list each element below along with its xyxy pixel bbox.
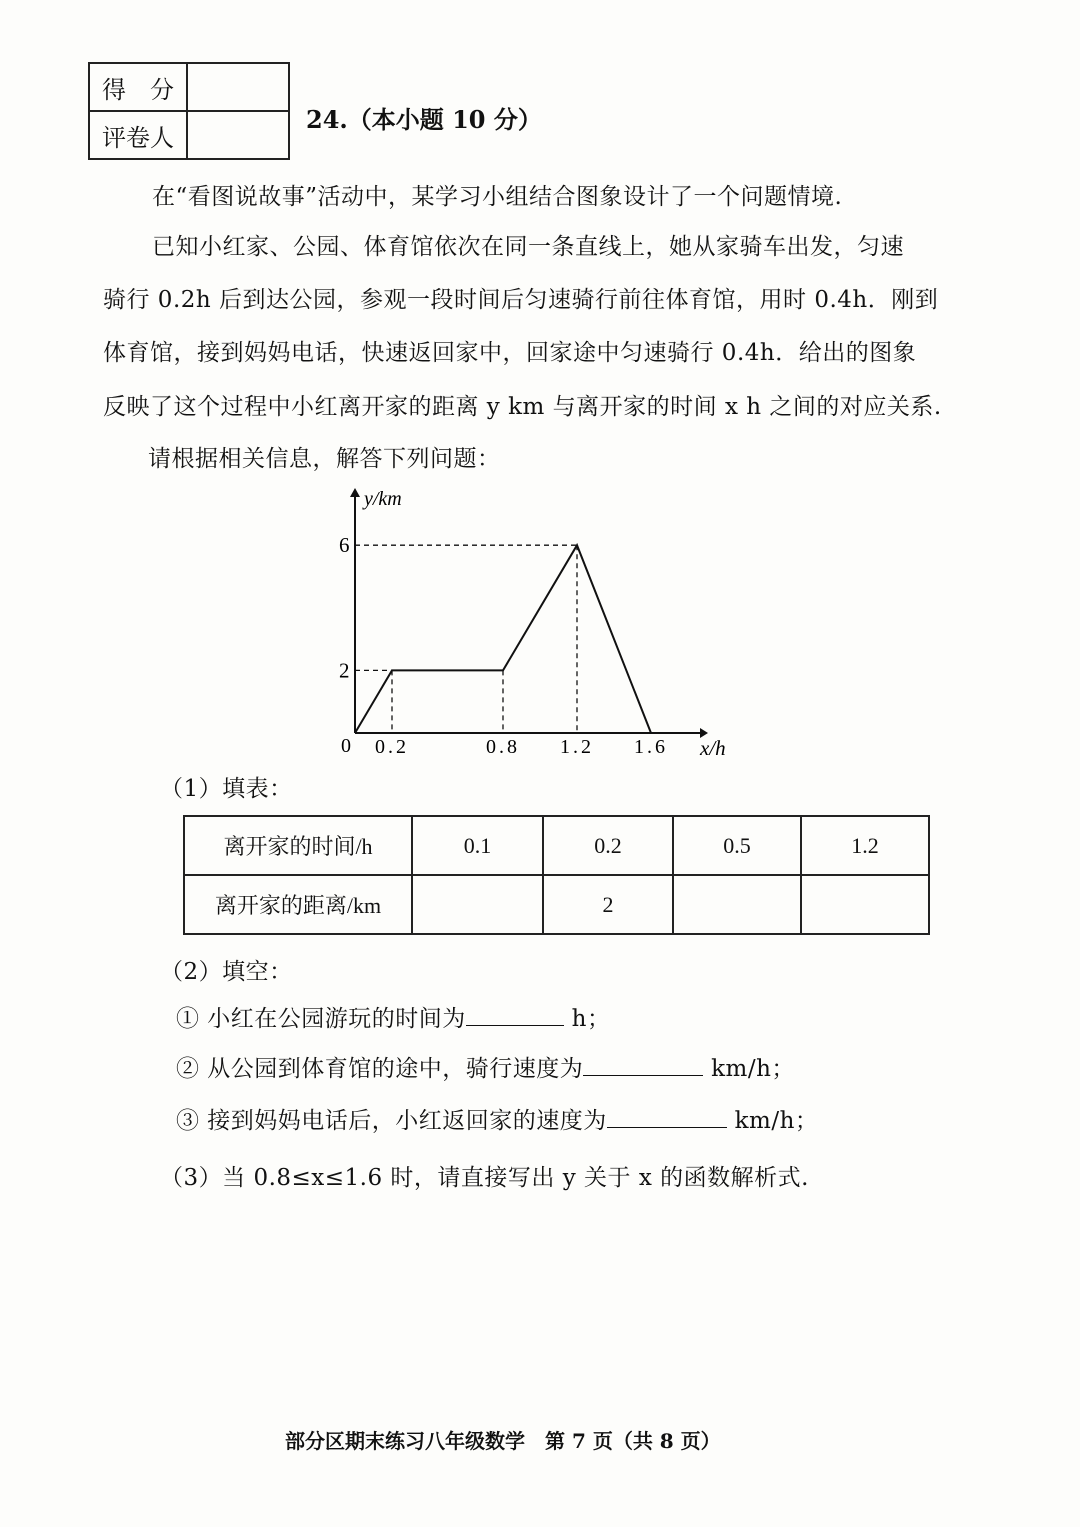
x-axis-label: x/h <box>700 736 726 760</box>
item-unit: h； <box>571 1006 611 1032</box>
part2-item <box>176 1050 795 1083</box>
page-footer: 部分区期末练习八年级数学 第 7 页（共 8 页） <box>285 1429 721 1453</box>
score-label: 得 分 <box>89 63 187 111</box>
data-line <box>355 545 651 733</box>
fill-table <box>183 815 930 935</box>
table-header-cell: 离开家的距离/km <box>184 875 412 934</box>
item-unit: km/h； <box>734 1108 819 1134</box>
y-tick-label: 2 <box>339 658 350 683</box>
answer-cell <box>801 875 929 934</box>
table-cell: 0.2 <box>543 816 673 875</box>
table-cell: 0.1 <box>412 816 543 875</box>
answer-blank <box>607 1105 727 1128</box>
y-axis-arrow-icon <box>350 488 360 497</box>
part2-item <box>176 1000 610 1033</box>
table-cell: 2 <box>543 875 673 934</box>
question-line: 体育馆，接到妈妈电话，快速返回家中，回家途中匀速骑行 0.4h．给出的图象 <box>103 340 917 366</box>
x-tick-label: 1.2 <box>560 736 594 758</box>
item-text: ① 小红在公园游玩的时间为 <box>176 1006 466 1032</box>
item-text: ③ 接到妈妈电话后，小红返回家的速度为 <box>176 1108 607 1134</box>
x-tick-label: 0.8 <box>486 736 520 758</box>
table-cell: 1.2 <box>801 816 929 875</box>
item-text: ② 从公园到体育馆的途中，骑行速度为 <box>176 1056 584 1082</box>
table-row <box>184 875 929 934</box>
question-intro: 在“看图说故事”活动中，某学习小组结合图象设计了一个问题情境. <box>152 184 843 210</box>
origin-label: 0 <box>341 735 351 757</box>
table-cell: 0.5 <box>673 816 801 875</box>
table-row <box>184 816 929 875</box>
table-header-cell: 离开家的时间/h <box>184 816 412 875</box>
question-line: 反映了这个过程中小红离开家的距离 y km 与离开家的时间 x h 之间的对应关系. <box>103 394 942 420</box>
question-title: 24.（本小题 10 分） <box>306 105 542 134</box>
answer-cell <box>412 875 543 934</box>
answer-cell <box>673 875 801 934</box>
question-line: 骑行 0.2h 后到达公园，参观一段时间后匀速骑行前往体育馆，用时 0.4h．刚到 <box>103 287 939 313</box>
y-axis-label: y/km <box>364 488 402 510</box>
question-prompt: 请根据相关信息，解答下列问题： <box>148 446 501 472</box>
x-tick-label: 1.6 <box>634 736 668 758</box>
part2-label: （2）填空： <box>160 959 293 985</box>
answer-blank <box>466 1003 564 1026</box>
grader-label: 评卷人 <box>89 111 187 159</box>
x-tick-label: 0.2 <box>375 736 409 758</box>
part3-label: （3）当 0.8≤x≤1.6 时，请直接写出 y 关于 x 的函数解析式. <box>160 1165 809 1191</box>
question-line: 已知小红家、公园、体育馆依次在同一条直线上，她从家骑车出发，匀速 <box>152 234 904 260</box>
y-tick-label: 6 <box>339 533 350 558</box>
part1-label: （1）填表： <box>160 776 293 802</box>
answer-blank <box>583 1053 703 1076</box>
item-unit: km/h； <box>711 1056 795 1082</box>
part2-item <box>176 1102 818 1135</box>
